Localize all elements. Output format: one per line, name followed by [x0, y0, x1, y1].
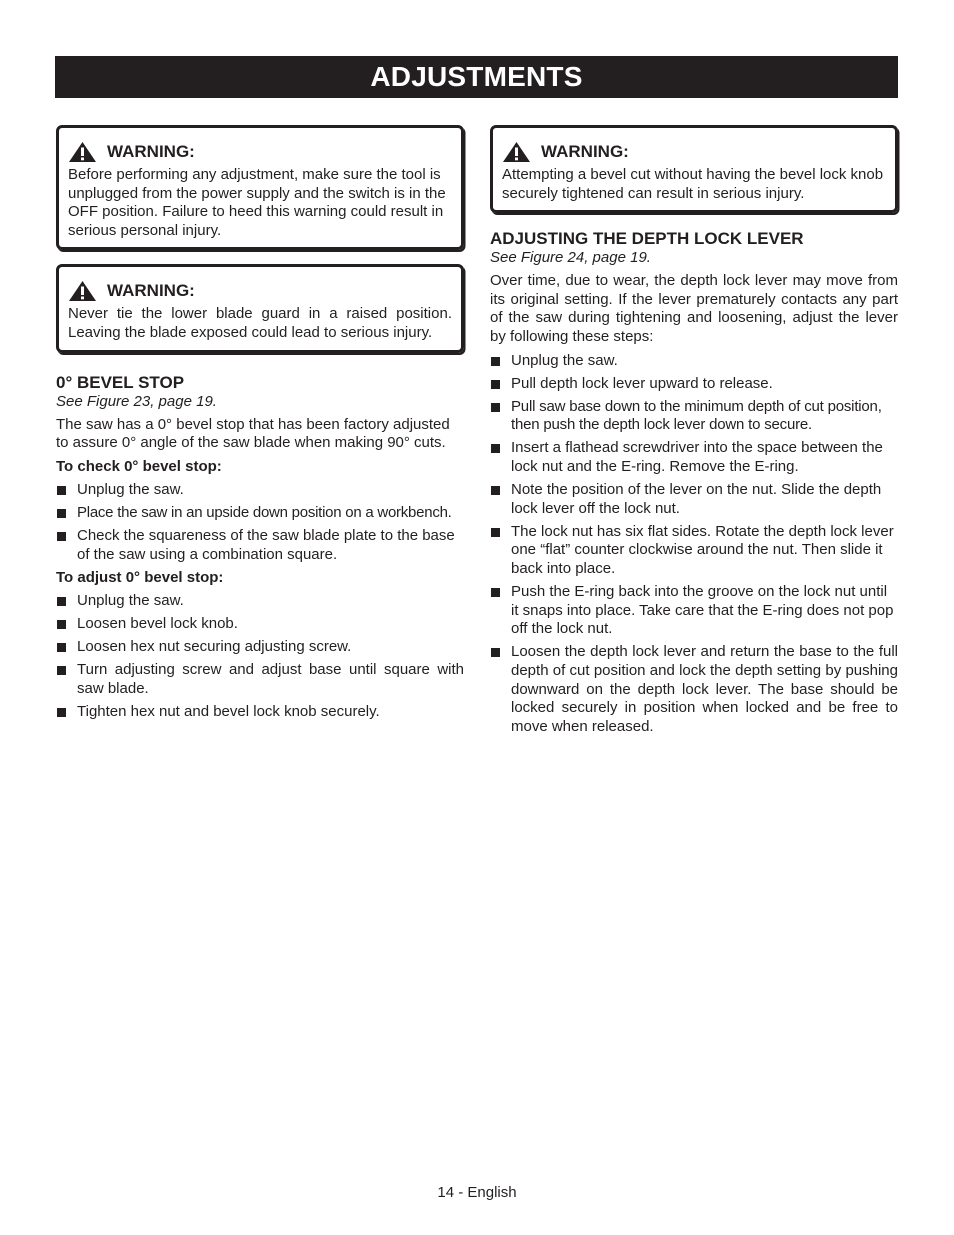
page-footer: 14 - English: [437, 1184, 517, 1201]
square-bullet-icon: [57, 509, 66, 518]
square-bullet-icon: [491, 444, 500, 453]
list-item: Tighten hex nut and bevel lock knob securely.: [56, 703, 464, 722]
warning-label: WARNING:: [541, 142, 629, 161]
paragraph: The saw has a 0° bevel stop that has been factory adjusted to assure 0° angle of the saw blade when making 90° cuts.: [56, 415, 450, 452]
subheading: To check 0° bevel stop:: [56, 457, 222, 475]
warning-triangle-icon: [68, 141, 97, 163]
square-bullet-icon: [57, 643, 66, 652]
list-item: Pull saw base down to the minimum depth of cut position, then push the depth lock lever down to secure.: [490, 398, 898, 435]
list-item: Note the position of the lever on the nut. Slide the depth lock lever off the lock nut.: [490, 481, 898, 518]
warning-text: Attempting a bevel cut without having the bevel lock knob securely tightened can result in serious injury.: [502, 166, 884, 202]
list-item: Loosen bevel lock knob.: [56, 615, 464, 634]
section-title: 0° BEVEL STOP: [56, 372, 185, 392]
square-bullet-icon: [57, 666, 66, 675]
square-bullet-icon: [57, 708, 66, 717]
warning-text: Never tie the lower blade guard in a raised position. Leaving the blade exposed could lead to serious injury.: [68, 305, 452, 341]
list-item: Push the E-ring back into the groove on the lock nut until it snaps into place. Take care that the E-ring does not pop off the lock nut.: [490, 583, 898, 639]
warning-label: WARNING:: [107, 142, 195, 161]
warning-triangle-icon: [502, 141, 531, 163]
right-column: [490, 125, 898, 741]
square-bullet-icon: [491, 486, 500, 495]
figure-reference: See Figure 23, page 19.: [56, 392, 217, 410]
square-bullet-icon: [57, 597, 66, 606]
list-item: Loosen hex nut securing adjusting screw.: [56, 638, 464, 657]
list-item: The lock nut has six flat sides. Rotate the depth lock lever one “flat” counter clockwise around the nut. Then slide it back into place.: [490, 523, 898, 579]
square-bullet-icon: [57, 486, 66, 495]
list-item: Check the squareness of the saw blade plate to the base of the saw using a combination square.: [56, 527, 464, 564]
warning-box-blade-guard: [56, 264, 464, 352]
warning-text: Before performing any adjustment, make sure the tool is unplugged from the power supply and the switch is in the OFF position. Failure to heed this warning could result in serious personal injury.: [68, 166, 446, 239]
section-title: ADJUSTING THE DEPTH LOCK LEVER: [490, 229, 804, 249]
square-bullet-icon: [491, 403, 500, 412]
list-item: Turn adjusting screw and adjust base until square with saw blade.: [56, 661, 464, 698]
list-item: Insert a flathead screwdriver into the space between the lock nut and the E-ring. Remove the E-ring.: [490, 439, 898, 476]
left-column: [56, 125, 464, 727]
section-bevel-stop: [56, 373, 464, 722]
warning-label: WARNING:: [107, 281, 195, 301]
bullet-list-adjust: [56, 592, 464, 722]
warning-triangle-icon: [68, 280, 97, 302]
bullet-list-check: [56, 481, 464, 564]
warning-box-bevel-cut: [490, 125, 898, 213]
square-bullet-icon: [57, 532, 66, 541]
square-bullet-icon: [57, 620, 66, 629]
list-item: Unplug the saw.: [56, 592, 464, 611]
square-bullet-icon: [491, 380, 500, 389]
square-bullet-icon: [491, 357, 500, 366]
square-bullet-icon: [491, 528, 500, 537]
page-title: ADJUSTMENTS: [55, 56, 898, 98]
square-bullet-icon: [491, 648, 500, 657]
list-item: Place the saw in an upside down position on a workbench.: [56, 504, 464, 523]
list-item: Unplug the saw.: [490, 352, 898, 371]
bullet-list-depth: [490, 352, 898, 737]
square-bullet-icon: [491, 588, 500, 597]
warning-box-power: [56, 125, 464, 250]
subheading: To adjust 0° bevel stop:: [56, 569, 224, 587]
list-item: Loosen the depth lock lever and return the base to the full depth of cut position and lock the depth setting by pushing downward on the depth lock lever. The base should be locked securely in position when locked and be free to move when released.: [490, 643, 898, 736]
paragraph: Over time, due to wear, the depth lock lever may move from its original setting. If the lever prematurely contacts any part of the saw during tightening and loosening, adjust the lever by following these steps:: [490, 272, 898, 345]
section-depth-lock-lever: [490, 229, 898, 736]
figure-reference: See Figure 24, page 19.: [490, 249, 651, 267]
list-item: Unplug the saw.: [56, 481, 464, 500]
list-item: Pull depth lock lever upward to release.: [490, 375, 898, 394]
